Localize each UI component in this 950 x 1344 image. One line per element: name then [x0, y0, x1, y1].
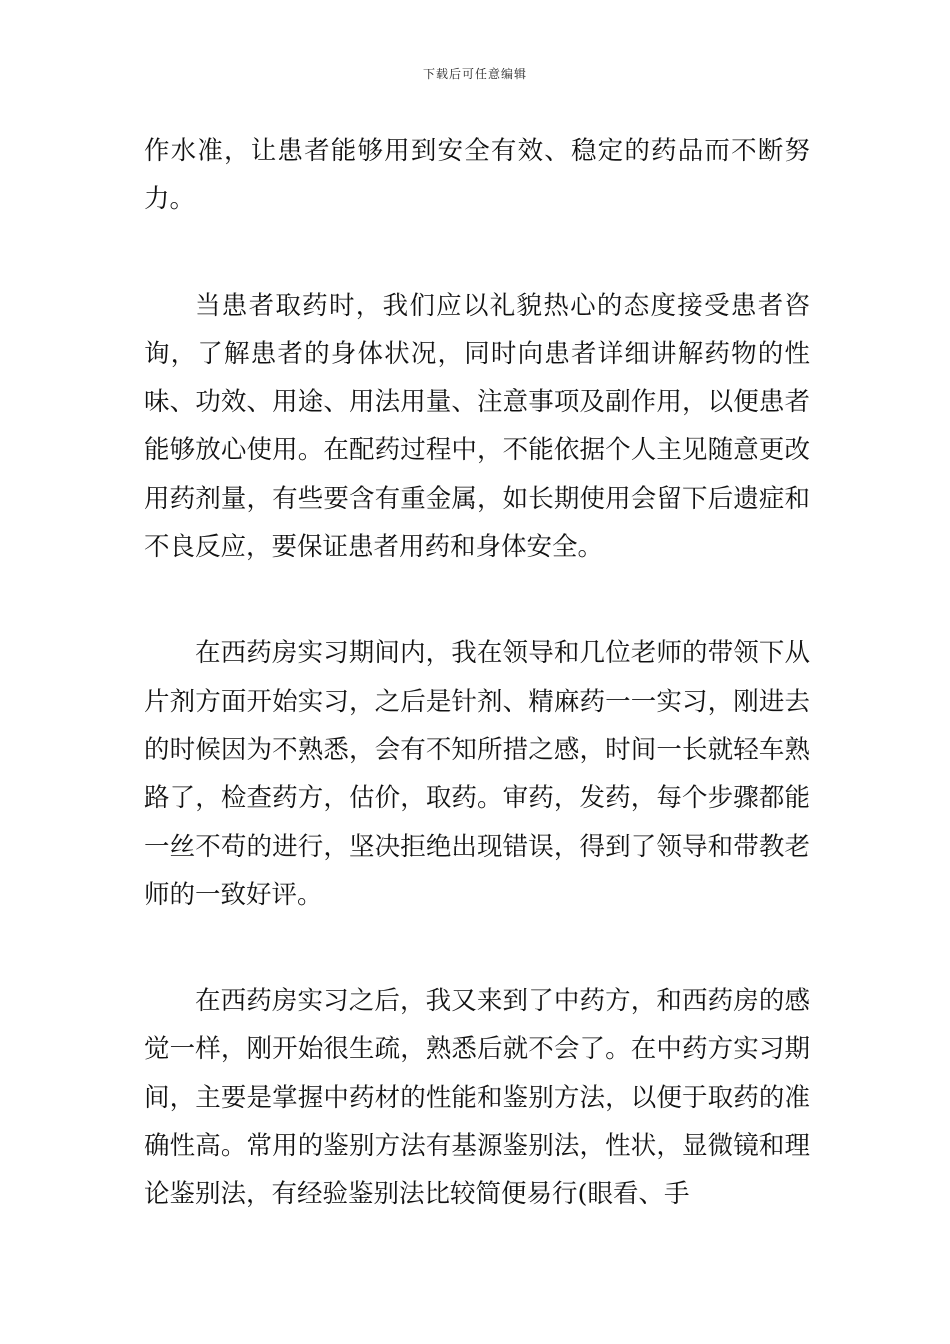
paragraph-3: 在西药房实习期间内，我在领导和几位老师的带领下从片剂方面开始实习，之后是针剂、精麻药一一实习，刚进去的时候因为不熟悉，会有不知所措之感，时间一长就轻车熟路了，检查药方，估价，取药。审药，发药，每个步骤都能一丝不苟的进行，坚决拒绝出现错误，得到了领导和带教老师的一致好评。 [144, 638, 810, 910]
paragraph-2: 当患者取药时，我们应以礼貌热心的态度接受患者咨询，了解患者的身体状况，同时向患者详细讲解药物的性味、功效、用途、用法用量、注意事项及副作用，以便患者能够放心使用。在配药过程中，不能依据个人主见随意更改用药剂量，有些要含有重金属，如长期使用会留下后遗症和不良反应，要保证患者用药和身体安全。 [144, 290, 810, 563]
paragraph-1: 作水准，让患者能够用到安全有效、稳定的药品而不断努力。 [144, 136, 810, 215]
paragraph-4: 在西药房实习之后，我又来到了中药方，和西药房的感觉一样，刚开始很生疏，熟悉后就不会了。在中药方实习期间，主要是掌握中药材的性能和鉴别方法，以便于取药的准确性高。常用的鉴别方法有基源鉴别法，性状，显微镜和理论鉴别法，有经验鉴别法比较简便易行(眼看、手 [144, 986, 810, 1210]
document-body [144, 127, 810, 1219]
page-header: 下载后可任意编辑 [422, 67, 527, 81]
